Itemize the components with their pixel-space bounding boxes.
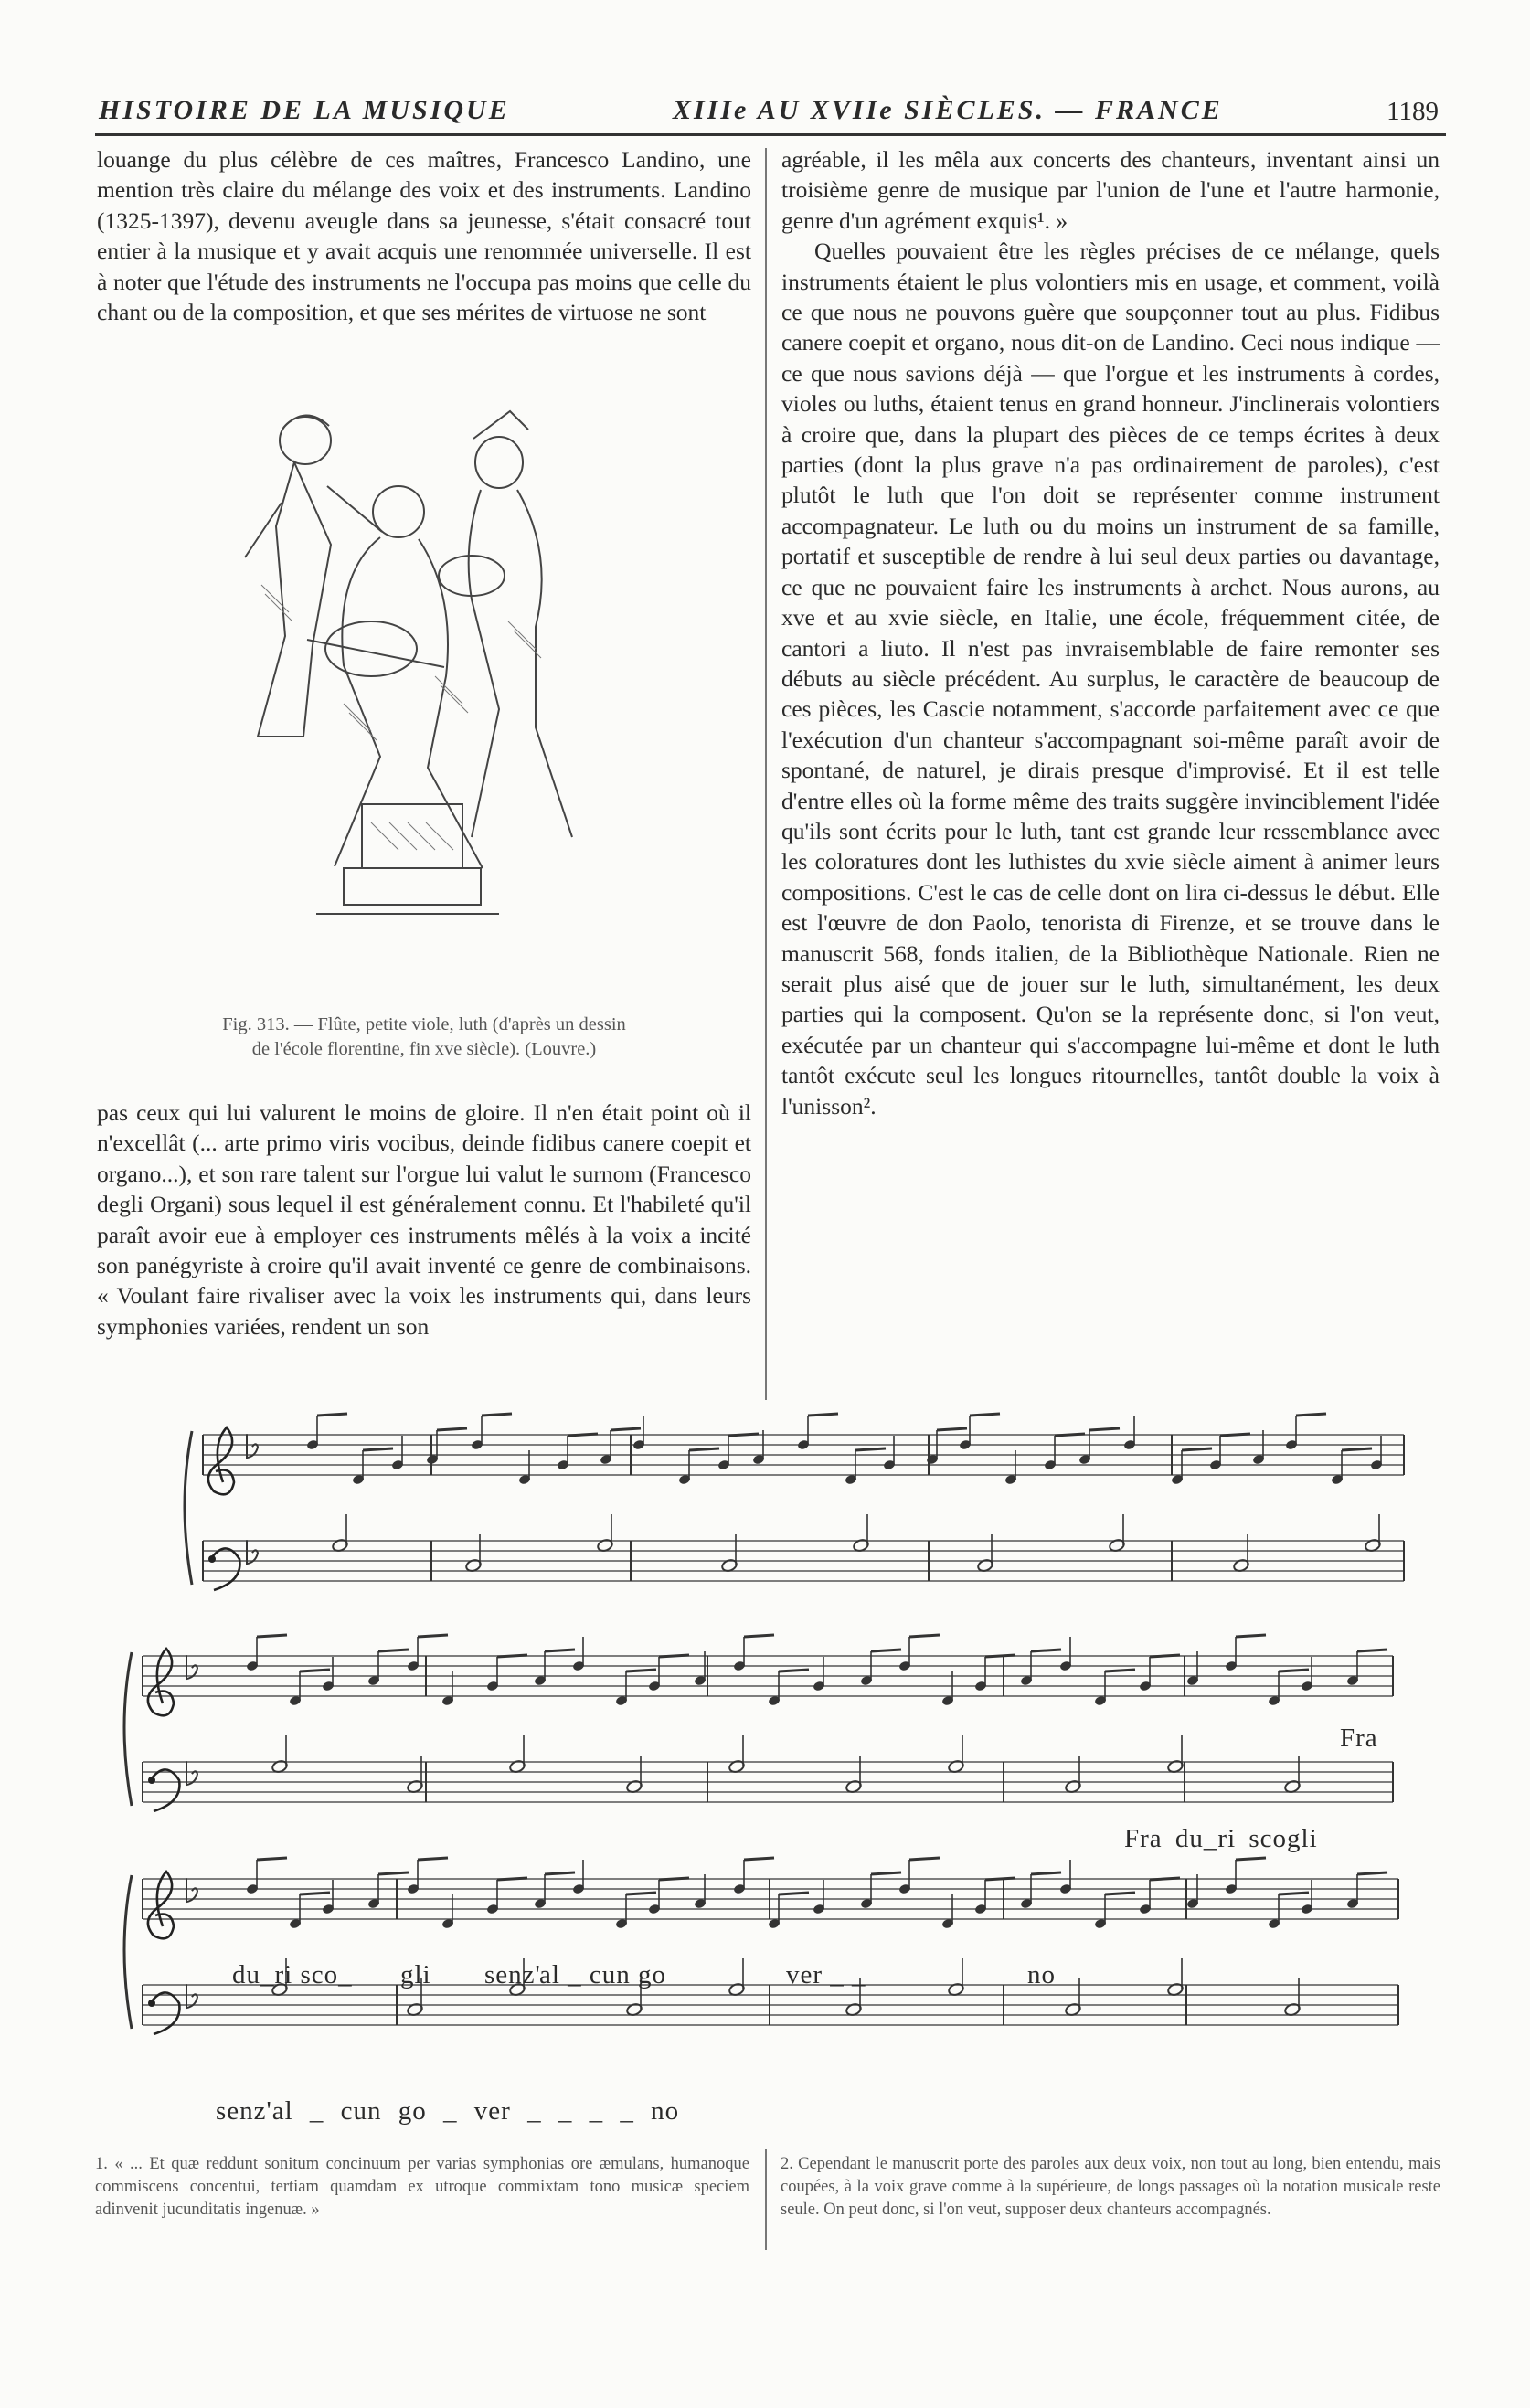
note-beam [728, 1434, 759, 1436]
header-subtitle: XIIIe AU XVIIe SIÈCLES. — FRANCE [673, 95, 1223, 125]
note-beam [1105, 1893, 1135, 1894]
note-beam [257, 1635, 287, 1637]
lyric-system3-upper-5: ver _ _ [786, 1960, 866, 1989]
note-beam [497, 1878, 527, 1880]
note-beam [300, 1893, 330, 1894]
column-separator [765, 148, 767, 1400]
note-beam [1105, 1670, 1135, 1671]
right-column [781, 144, 1440, 1121]
note-beam [744, 1858, 774, 1860]
left-paragraph-2: pas ceux qui lui valurent le moins de gloire. Il n'en était point où il n'excellât (... arte primo viris vocibus, deinde fidibus canere coepit et organo...), et son rare talent sur l'orgue lui valut le surnom (Francesco degli Organi) sous lequel il est généralement connu. Et l'habileté qu'il paraît avoir eue à employer ces instruments mêlés à la voix a incité son panégyriste à croire qu'il avait inventé ce genre de combinaisons. « Voulant faire rivaliser avec la voix les instruments qui, dans leurs symphonies variées, rendent un son [97, 1099, 751, 1340]
note-beam [497, 1655, 527, 1657]
figure-caption [97, 1013, 751, 1062]
caption-line-2: de l'école florentine, fin xve siècle). (Louvre.) [251, 1039, 597, 1059]
note-beam [909, 1635, 940, 1637]
flat-sign-icon [186, 1655, 197, 1679]
note-beam [855, 1448, 886, 1450]
system-brace [124, 1652, 132, 1806]
header-rule [95, 133, 1446, 136]
note-beam [626, 1670, 656, 1671]
note-beam [300, 1670, 330, 1671]
lyric-system3-upper-1: du_ri sco_ [232, 1960, 353, 1989]
right-paragraph-2: Quelles pouvaient être les règles précises de ce mélange, quels instruments étaient le plus volontiers mis en usage, et comment, voilà ce que nous ne pouvons guère que soupçonner tout au plus. Fidibus canere coepit et organo, nous dit-on de Landino. Ceci nous indique — ce que nous savions déjà — que l'orgue et les instruments à cordes, violes ou luths, étaient tenus en grand honneur. J'inclinerais volontiers à croire que, dans la plupart des pièces de ce temps écrites à deux parties (dont la plus grave n'a pas ordinairement de paroles), c'est plutôt le luth que l'on doit se représenter comme instrument accompagnateur. Le luth ou du moins un instrument de sa famille, portatif et susceptible de rendre à lui seul deux parties ou davantage, ce que ne pouvaient faire les instruments à archet. Nous aurons, au xve et au xvie siècle, en Italie, une école, fréquemment citée, de cantori a liuto. Il n'est pas invraisemblable de faire remonter ses débuts au siècle précédent. Au surplus, le caractère de beaucoup de ces pièces, les Cascie notamment, s'accorde parfaitement avec ce que l'exécution d'un chanteur s'accompagnant soi-même paraît avoir de spontané, de naturel, je dirais presque d'improvisé. Et il est telle d'entre elles où la forme même des traits suggère invinciblement l'idée qu'ils sont écrits pour le luth, tant est grande leur ressemblance avec les colоratures dont les luthistes du xvie siècle aiment à animer leurs compositions. C'est le cas de celle dont on lira ci-dessus le début. Elle est l'œuvre de don Paolo, tenorista di Firenze, et se trouve dans le manuscrit 568, fonds italien, de la Bibliothèque Nationale. Rien ne serait plus aisé que de jouer sur le luth, simultanément, les deux parties qui la composent. Qu'on se la représente donc, si l'on veut, exécutée par un chanteur qui s'accompagne lui-même et dont le luth tantôt exécute seul les longues ritournelles, tantôt double la voix à l'unisson². [781, 238, 1440, 1119]
note-beam [1279, 1670, 1309, 1671]
left-column-top [97, 144, 751, 327]
note-beam [378, 1650, 409, 1651]
lyric-system3-upper-2: gli [400, 1960, 431, 1989]
lyric-system3-upper-6: no [1027, 1960, 1056, 1989]
bass-clef-icon [152, 1992, 179, 2034]
note-beam [659, 1878, 689, 1880]
note-beam [1150, 1878, 1180, 1880]
right-paragraph-1: agréable, il les mêla aux concerts des chanteurs, inventant ainsi un troisième genre de musique par l'union de l'une et l'autre harmonie, genre d'un agrément exquis¹. » [781, 146, 1440, 234]
note-beam [1342, 1448, 1372, 1450]
lyric-system2-lower: Fra du_ri scogli [1124, 1824, 1318, 1853]
lyric-system3-lower: senz'al _ cun go _ ver _ _ _ _ no [216, 2096, 680, 2126]
lyric-system3-upper-3: senz' [484, 1960, 541, 1989]
note-beam [1031, 1650, 1061, 1651]
figure-313-illustration [207, 402, 609, 969]
note-beam [1236, 1858, 1266, 1860]
note-beam [611, 1428, 641, 1430]
system-brace [124, 1875, 132, 2029]
flat-sign-icon [247, 1434, 258, 1458]
bass-clef-dot [208, 1555, 216, 1563]
note-beam [363, 1448, 393, 1450]
note-beam [985, 1655, 1015, 1657]
footnote-separator [765, 2149, 767, 2250]
note-beam [418, 1635, 448, 1637]
note-beam [909, 1858, 940, 1860]
note-beam [1220, 1434, 1250, 1436]
note-beam [1031, 1872, 1061, 1874]
header-title: HISTOIRE DE LA MUSIQUE [99, 95, 510, 125]
bass-clef-icon [212, 1548, 239, 1590]
note-beam [659, 1655, 689, 1657]
note-beam [418, 1858, 448, 1860]
note-beam [545, 1872, 575, 1874]
note-beam [1236, 1635, 1266, 1637]
note-beam [482, 1414, 512, 1416]
note-beam [871, 1650, 901, 1651]
page-number: 1189 [1387, 97, 1439, 126]
note-beam [985, 1878, 1015, 1880]
note-beam [937, 1428, 967, 1430]
note-beam [1357, 1872, 1387, 1874]
note-beam [317, 1414, 347, 1416]
note-beam [545, 1650, 575, 1651]
note-beam [378, 1872, 409, 1874]
note-beam [744, 1635, 774, 1637]
music-score [0, 1412, 1530, 2154]
left-column-bottom [97, 1098, 751, 1342]
footnote-2: 2. Cependant le manuscrit porte des paroles aux deux voix, non tout au long, bien entendu, mais coupées, à la voix grave comme à la supérieure, de longs passages où la notation musicale reste seule. On peut donc, si l'on veut, supposer deux chanteurs accompagnés. [781, 2155, 1440, 2219]
system-brace [185, 1431, 192, 1585]
treble-clef-icon [148, 1649, 174, 1715]
flat-sign-icon [186, 1761, 197, 1785]
note-beam [626, 1893, 656, 1894]
caption-line-1: Fig. 313. — Flûte, petite viole, luth (d'après un dessin [222, 1014, 626, 1034]
note-beam [779, 1670, 809, 1671]
lyric-system3-upper-4: al _ cun go [539, 1960, 667, 1989]
treble-clef-icon [148, 1872, 174, 1938]
note-beam [871, 1872, 901, 1874]
note-beam [1055, 1434, 1085, 1436]
note-beam [1296, 1414, 1326, 1416]
bass-clef-dot [148, 2000, 155, 2007]
note-beam [1150, 1655, 1180, 1657]
left-paragraph-1: louange du plus célèbre de ces maîtres, Francesco Landino, une mention très claire du mélange des voix et des instruments. Landino (1325-1397), devenu aveugle dans sa jeunesse, s'était consacré tout entier à la musique et y avait acquis une renommée universelle. Il est à noter que l'étude des instruments ne l'occupa pas moins que celle du chant ou de la composition, et que ses mérites de virtuose ne sont [97, 146, 751, 326]
footnote-1: 1. « ... Et quæ reddunt sonitum concinuum per varias symphonias ore æmulans, humanoque commiscens concentui, tertiam quamdam ex utroque commixtam tono musicæ speciem adinvenit jucunditatis ingenuæ. » [95, 2155, 749, 2219]
note-beam [689, 1448, 719, 1450]
note-beam [568, 1434, 598, 1436]
note-beam [257, 1858, 287, 1860]
bass-clef-icon [152, 1769, 179, 1811]
note-beam [1089, 1428, 1120, 1430]
note-beam [1357, 1650, 1387, 1651]
note-beam [437, 1428, 467, 1430]
bass-clef-dot [148, 1777, 155, 1784]
note-beam [1182, 1448, 1212, 1450]
treble-clef-icon [208, 1427, 234, 1494]
note-beam [808, 1414, 838, 1416]
flat-sign-icon [247, 1540, 258, 1564]
note-beam [1279, 1893, 1309, 1894]
note-beam [779, 1893, 809, 1894]
lyric-system2-upper: Fra [1340, 1724, 1378, 1753]
note-beam [970, 1414, 1000, 1416]
running-header [95, 95, 1448, 133]
